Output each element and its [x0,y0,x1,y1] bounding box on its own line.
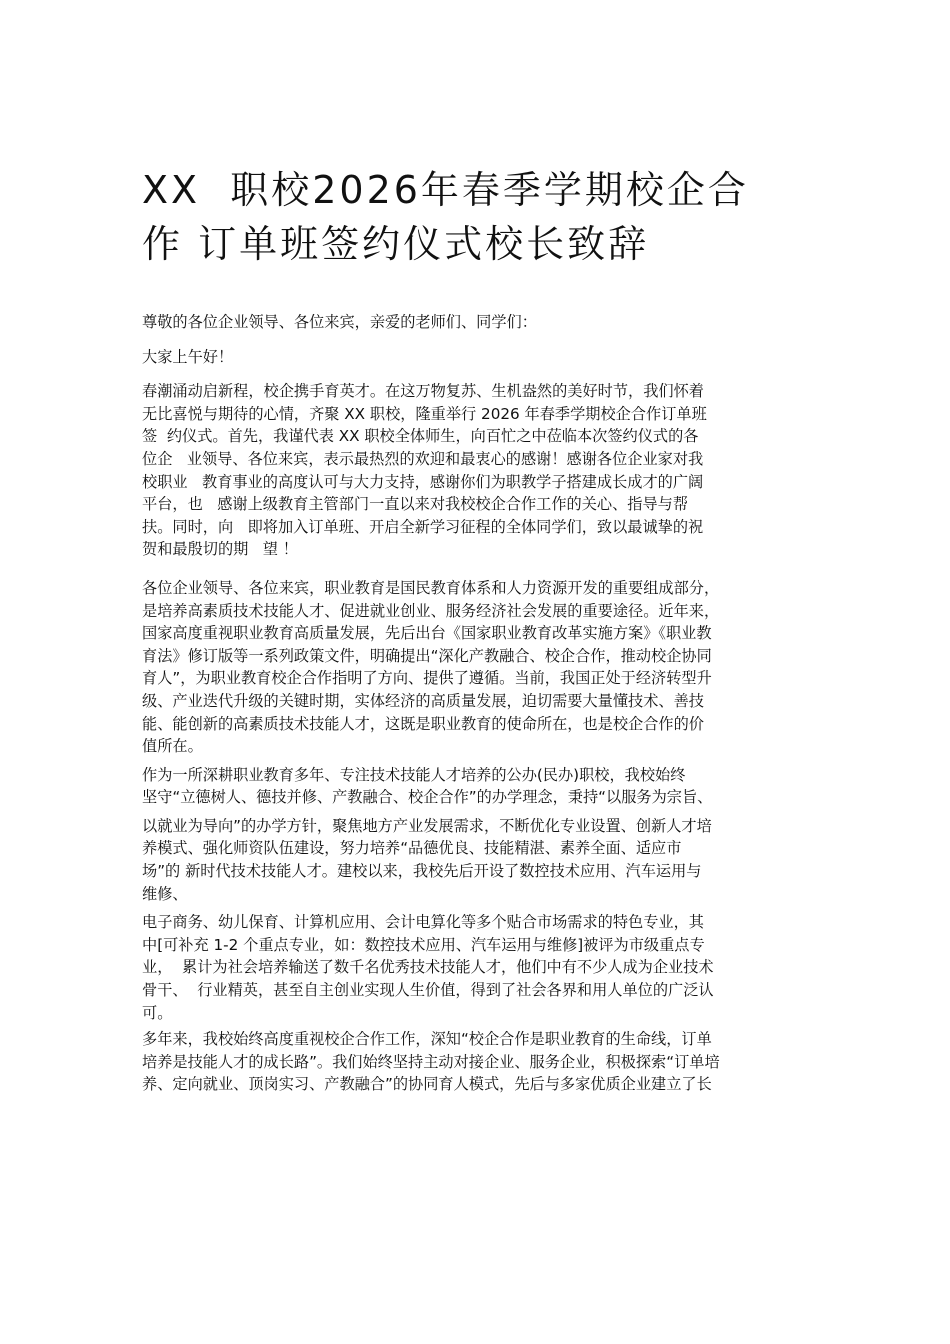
text-line: 养、定向就业、顶岗实习、产教融合”的协同育人模式，先后与多家优质企业建立了长 [142,1075,712,1094]
text-line: 维修、 [142,884,188,903]
text-line: 尊敬的各位企业领导、各位来宾，亲爱的老师们、同学们： [142,313,537,331]
text-line: 校职业 教育事业的高度认可与大力支持，感谢你们为职教学子搭建成长成才的广阔 [142,472,704,491]
text-line: 无比喜悦与期待的心情，齐聚 XX 职校，隆重举行 2026 年春季学期校企合作订单班 [142,404,707,423]
title-line: 作 订单班签约仪式校长致辞 [142,222,650,266]
majors-paragraph [142,911,822,1024]
text-line: 作为一所深耕职业教育多年、专注技术技能人才培养的公办(民办)职校，我校始终 [142,765,686,784]
text-line: 养模式、强化师资队伍建设，努力培养“品德优良、技能精湛、素养全面、适应市 [142,839,682,858]
text-line: 扶。同时，向 即将加入订单班、开启全新学习征程的全体同学们，致以最诚挚的祝 [142,517,704,536]
text-line: 国家高度重视职业教育高质量发展，先后出台《国家职业教育改革实施方案》《职业教 [142,624,712,643]
text-line: 育人”，为职业教育校企合作指明了方向、提供了遵循。当前，我国正处于经济转型升 [142,669,712,688]
text-line: 位企 业领导、各位来宾，表示最热烈的欢迎和最衷心的感谢！感谢各位企业家对我 [142,449,704,468]
text-line: 坚守“立德树人、德技并修、产教融合、校企合作”的办学理念，秉持“以服务为宗旨、 [142,788,713,807]
school-intro-paragraph [142,764,822,809]
opening-paragraph [142,380,822,561]
document-title [142,163,822,271]
text-line: 业， 累计为社会培养输送了数千名优秀技术技能人才，他们中有不少人成为企业技术 [142,958,714,977]
policy-paragraph [142,577,822,758]
text-line: 签 约仪式。首先，我谨代表 XX 职校全体师生，向百忙之中莅临本次签约仪式的各 [142,427,699,446]
text-line: 大家上午好！ [142,347,234,366]
cooperation-paragraph [142,1028,822,1096]
text-line: 骨干、 行业精英，甚至自主创业实现人生价值，得到了社会各界和用人单位的广泛认 [142,981,714,1000]
text-line: 是培养高素质技术技能人才、促进就业创业、服务经济社会发展的重要途径。近年来， [142,601,720,620]
text-line: 能、能创新的高素质技术技能人才，这既是职业教育的使命所在，也是校企合作的价 [142,714,704,733]
salutation-paragraph [142,311,822,334]
text-line: 场”的 新时代技术技能人才。建校以来，我校先后开设了数控技术应用、汽车运用与 [142,862,702,881]
text-line: 贺和最殷切的期 望 ！ [142,540,298,559]
text-line: 以就业为导向”的办学方针，聚焦地方产业发展需求，不断优化专业设置、创新人才培 [142,816,712,835]
text-line: 多年来，我校始终高度重视校企合作工作，深知“校企合作是职业教育的生命线，订单 [142,1030,712,1049]
greeting-paragraph [142,346,822,369]
text-line: 中[可补充 1-2 个重点专业，如：数控技术应用、汽车运用与维修]被评为市级重点专 [142,935,705,954]
text-line: 各位企业领导、各位来宾，职业教育是国民教育体系和人力资源开发的重要组成部分， [142,578,720,597]
document-body [142,311,822,1096]
text-line: 培养是技能人才的成长路”。我们始终坚持主动对接企业、服务企业，积极探索“订单培 [142,1052,720,1071]
text-line: 育法》修订版等一系列政策文件，明确提出“深化产教融合、校企合作，推动校企协同 [142,646,712,665]
text-line: 平台，也 感谢上级教育主管部门一直以来对我校校企合作工作的关心、指导与帮 [142,495,689,514]
text-line: 级、产业迭代升级的关键时期，实体经济的高质量发展，迫切需要大量懂技术、善技 [142,691,704,710]
text-line: 值所在。 [142,737,203,756]
text-line: 春潮涌动启新程，校企携手育英才。在这万物复苏、生机盎然的美好时节，我们怀着 [142,382,704,401]
text-line: 电子商务、幼儿保育、计算机应用、会计电算化等多个贴合市场需求的特色专业，其 [142,913,704,932]
title-line: XX 职校2026年春季学期校企合 [142,168,749,212]
school-philosophy-paragraph [142,815,822,905]
text-line: 可。 [142,1003,173,1022]
